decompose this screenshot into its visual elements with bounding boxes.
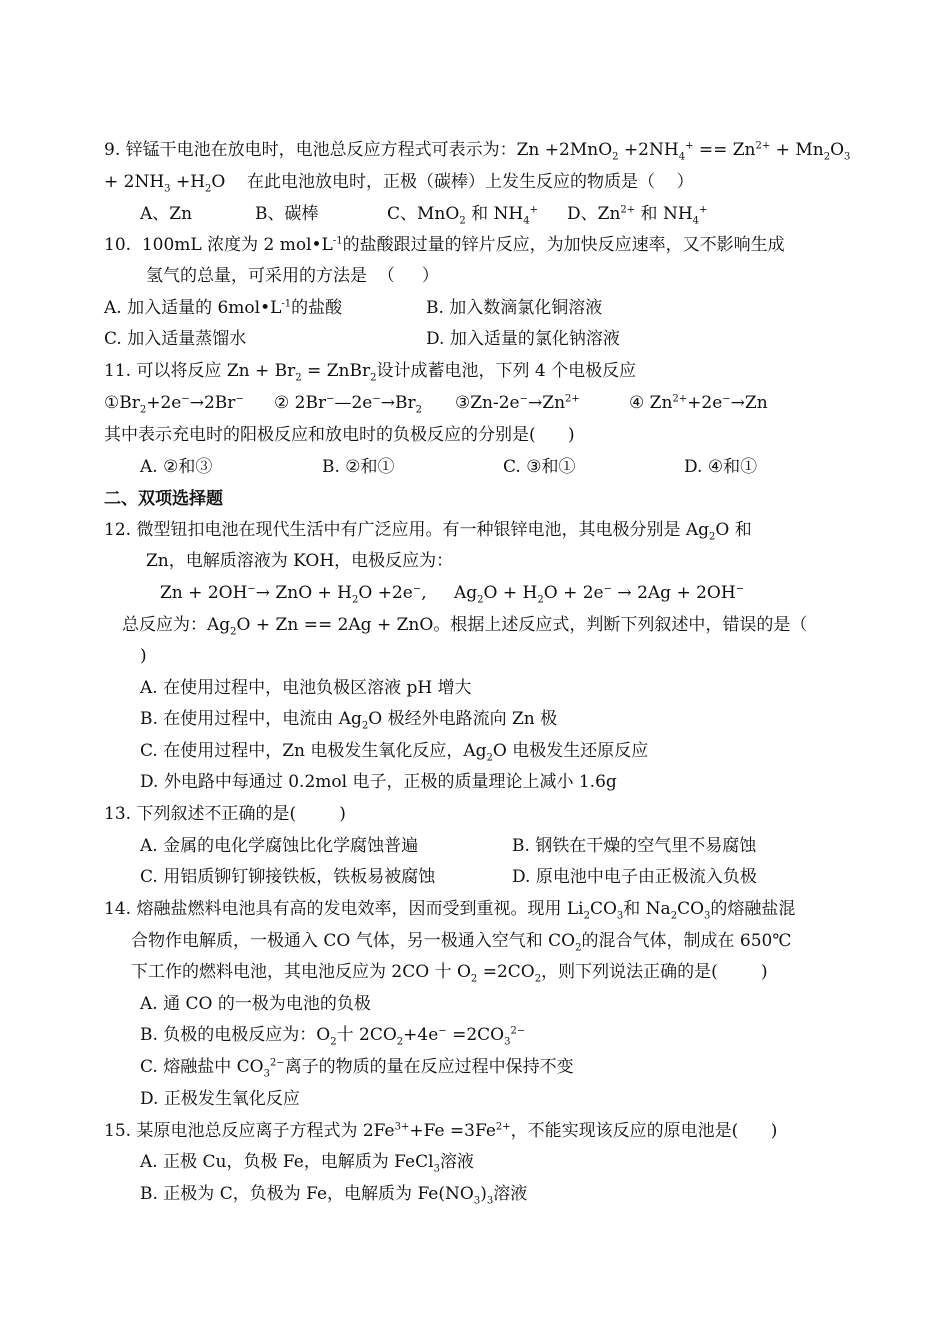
q12-option-d: D. 外电路中每通过 0.2mol 电子，正极的质量理论上减小 1.6g (140, 772, 617, 792)
q12-electrode-eq1: Zn + 2OH−→ ZnO + $H_2O +2e^-$, (160, 583, 427, 606)
q14-stem-line1: 14. 熔融盐燃料电池具有高的发电效率，因而受到重视。现用 $Li_2CO_3$和 $Na_2CO_3$的熔融盐混 (104, 899, 796, 922)
q9-stem-line2: + $2NH_3 +H_2O$ 在此电池放电时，正极（碳棒）上发生反应的物质是（ ） (104, 172, 694, 195)
q11-option-b: B. ②和① (322, 457, 395, 477)
q14-option-c: C. 熔融盐中 $CO_3^{2-}$离子的物质的量在反应过程中保持不变 (140, 1057, 574, 1080)
q14-option-b: B. 负极的电极反应为：$O_2$十 $2CO_2+4e^- =2CO_3^{2-}$ (140, 1025, 526, 1048)
q15-option-a: A. 正极 Cu，负极 Fe，电解质为 FeCl$_3$溶液 (140, 1152, 474, 1175)
q12-stem-line2: Zn，电解质溶液为 KOH，电极反应为： (146, 551, 454, 571)
q13-stem: 13. 下列叙述不正确的是( ) (104, 804, 346, 824)
q14-stem-line2: 合物作电解质，一极通入 CO 气体，另一极通入空气和 $CO_2$的混合气体，制成在 650℃ (131, 931, 792, 954)
q12-stem-line4: 总反应为：$Ag_2O + Zn == 2Ag$ + ZnO。根据上述反应式，判断下列叙述中，错误的是（ (122, 615, 808, 638)
q11-reaction-1: $①Br_2+2e^-\to 2Br^-$ (104, 393, 244, 416)
q11-reaction-2: ② $2Br^-—2e^-\to Br_2$ (274, 393, 423, 416)
q11-stem-line3: 其中表示充电时的阳极反应和放电时的负极反应的分别是( ) (104, 425, 575, 445)
q13-option-a: A. 金属的电化学腐蚀比化学腐蚀普遍 (140, 836, 419, 856)
q9-stem-line1: 9. 锌锰干电池在放电时，电池总反应方程式可表示为：$Zn +2MnO_2 +2NH_4^+ == Zn^{2+} + Mn_2O_3$ (104, 140, 851, 163)
q14-option-a: A. 通 CO 的一极为电池的负极 (140, 994, 371, 1014)
q15-option-b: B. 正极为 C，负极为 Fe，电解质为 $Fe(NO_3)_3$溶液 (140, 1184, 528, 1207)
q12-stem-line1: 12. 微型钮扣电池在现代生活中有广泛应用。有一种银锌电池，其电极分别是 $Ag_2O$ 和 (104, 520, 752, 543)
q13-option-c: C. 用铝质铆钉铆接铁板，铁板易被腐蚀 (140, 867, 436, 887)
q13-option-d: D. 原电池中电子由正极流入负极 (512, 867, 757, 887)
q11-stem-line1: 11. 可以将反应 $Zn + Br_2$ = ZnBr$_2$设计成蓄电池，下列 4 个电极反应 (104, 361, 637, 384)
q12-option-b: B. 在使用过程中，电流由 $Ag_2O$ 极经外电路流向 Zn 极 (140, 709, 558, 732)
q11-reaction-3: ③Zn-$2e^-\to Zn^{2+}$ (455, 393, 580, 413)
q11-reaction-4: ④ $Zn^{2+}+2e^-\to Zn$ (629, 393, 768, 413)
q11-option-d: D. ④和① (684, 457, 758, 477)
section-heading: 二、双项选择题 (104, 489, 223, 509)
q13-option-b: B. 钢铁在干燥的空气里不易腐蚀 (512, 836, 757, 856)
q9-option-c: C、MnO$_2$ 和 $NH_4^+$ (387, 204, 538, 227)
q10-option-a: A. 加入适量的 $6mol•L^{-1}$的盐酸 (104, 298, 343, 318)
q9-option-b: B、碳棒 (255, 204, 319, 224)
q14-option-d: D. 正极发生氧化反应 (140, 1089, 300, 1109)
q9-option-a: A、Zn (140, 204, 193, 224)
q12-stem-line5: ) (140, 646, 147, 666)
q9-option-d: D、$Zn^{2+}$ 和 $NH_4^+$ (567, 204, 708, 227)
q12-option-c: C. 在使用过程中，Zn 电极发生氧化反应，$Ag_2O$ 电极发生还原反应 (140, 741, 649, 764)
q10-option-b: B. 加入数滴氯化铜溶液 (426, 298, 603, 318)
q15-stem: 15. 某原电池总反应离子方程式为 $2Fe^{3+}+Fe =3Fe^{2+}$，不能实现该反应的原电池是( ) (104, 1121, 778, 1141)
q10-option-c: C. 加入适量蒸馏水 (104, 329, 247, 349)
q10-option-d: D. 加入适量的氯化钠溶液 (426, 329, 620, 349)
q14-stem-line3: 下工作的燃料电池，其电池反应为 2CO 十 $O_2 =2CO_2$，则下列说法正确的是( ) (131, 962, 768, 985)
q12-electrode-eq2: $Ag_2O + H_2O + 2e^- \to 2Ag + 2OH^-$ (454, 583, 745, 606)
q11-option-a: A. ②和③ (140, 457, 213, 477)
q12-option-a: A. 在使用过程中，电池负极区溶液 pH 增大 (140, 678, 472, 698)
q10-stem-line1: 10. 100mL 浓度为 2 $mol•L^{-1}$的盐酸跟过量的锌片反应，为加快反应速率，又不影响生成 (104, 235, 785, 255)
q10-stem-line2: 氢气的总量，可采用的方法是 （ ） (146, 266, 439, 286)
q11-option-c: C. ③和① (503, 457, 576, 477)
